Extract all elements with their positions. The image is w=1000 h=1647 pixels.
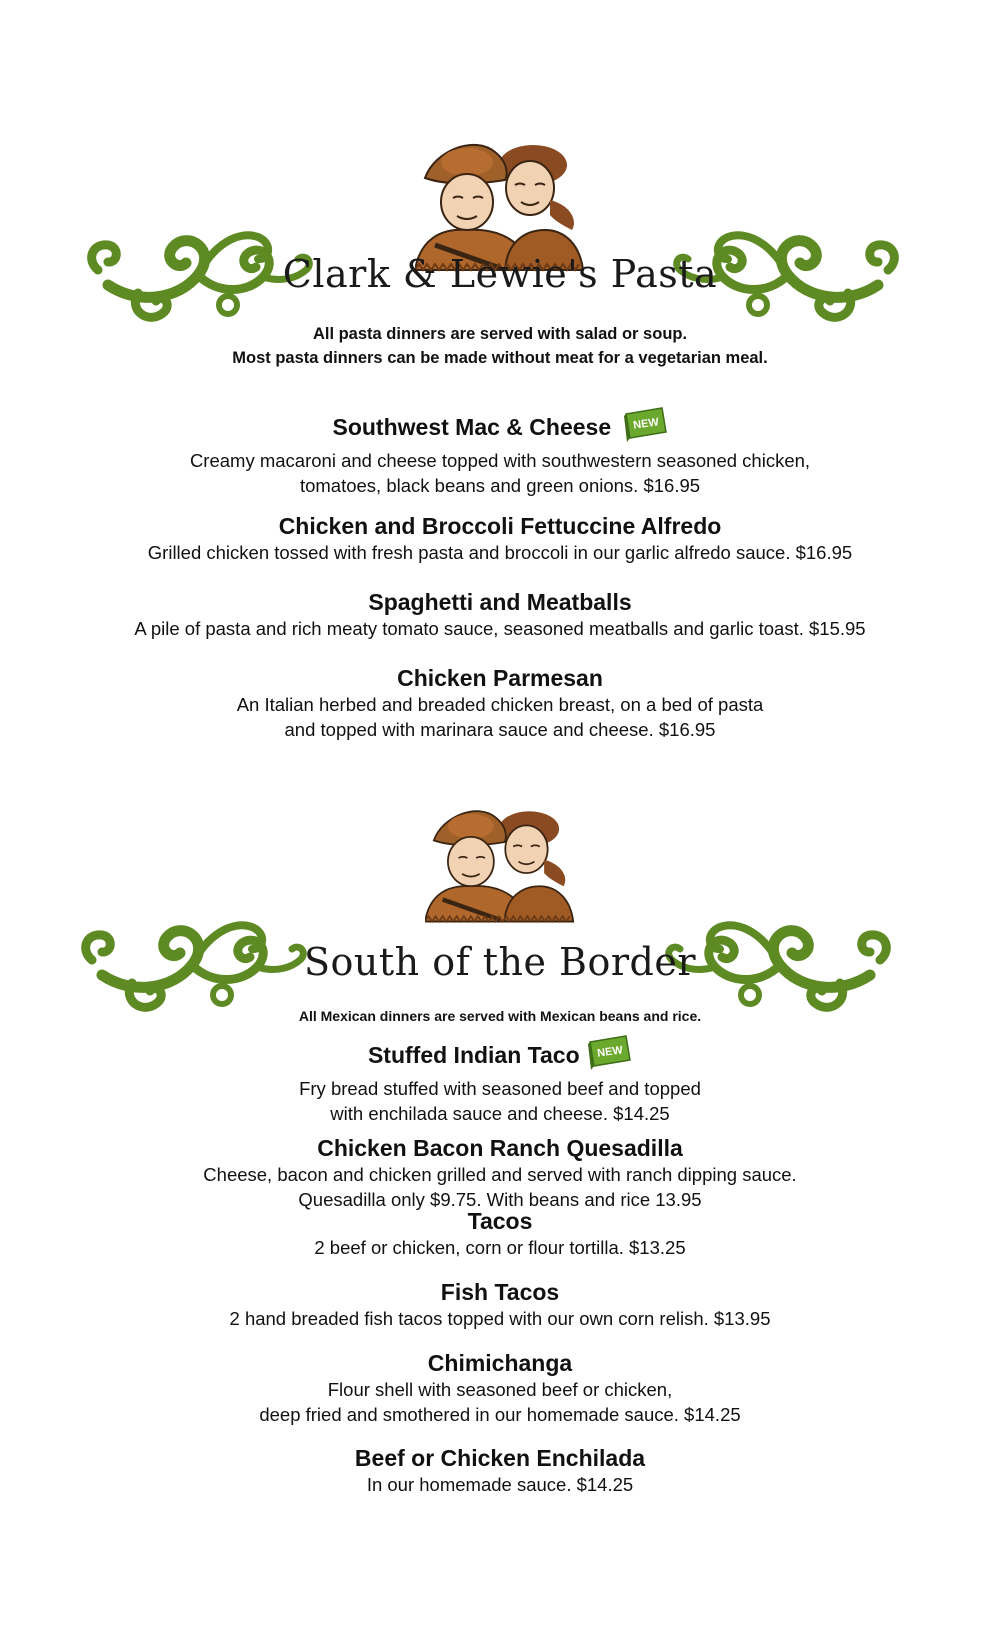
item-description: with enchilada sauce and cheese. $14.25 — [330, 1103, 670, 1124]
new-badge-label: NEW — [596, 1044, 624, 1060]
menu-item-southwest-mac — [0, 410, 1000, 498]
pasta-note-line: All pasta dinners are served with salad or soup. — [312, 325, 688, 343]
menu-item-fettuccine-alfredo — [0, 512, 1000, 565]
menu-item-chimichanga — [0, 1349, 1000, 1427]
border-section-title: South of the Border — [304, 940, 696, 984]
item-description: A pile of pasta and rich meaty tomato sauce, seasoned meatballs and garlic toast. $15.95 — [134, 618, 866, 639]
item-description: tomatoes, black beans and green onions. $16.95 — [299, 475, 701, 496]
new-badge-label: NEW — [631, 416, 660, 432]
item-description: In our homemade sauce. $14.25 — [366, 1474, 634, 1495]
menu-item-stuffed-indian-taco — [0, 1038, 1000, 1126]
border-note-line: All Mexican dinners are served with Mexican beans and rice. — [298, 1008, 702, 1024]
item-description: Flour shell with seasoned beef or chicken, — [327, 1379, 673, 1400]
item-description: 2 beef or chicken, corn or flour tortilla. $13.25 — [314, 1237, 686, 1258]
menu-item-chicken-parmesan — [0, 664, 1000, 742]
item-name: Spaghetti and Meatballs — [368, 589, 632, 615]
item-description: An Italian herbed and breaded chicken breast, on a bed of pasta — [236, 694, 764, 715]
pasta-section — [0, 0, 1000, 780]
item-name: Chicken Parmesan — [397, 665, 603, 691]
item-name: Beef or Chicken Enchilada — [354, 1445, 646, 1471]
item-name: Southwest Mac & Cheese — [332, 414, 612, 441]
menu-item-enchilada — [0, 1444, 1000, 1497]
border-section — [0, 790, 1000, 1647]
item-description: deep fried and smothered in our homemade sauce. $14.25 — [259, 1404, 741, 1425]
item-name: Tacos — [467, 1208, 533, 1234]
item-name: Chicken and Broccoli Fettuccine Alfredo — [278, 513, 722, 539]
new-badge-icon — [588, 1034, 632, 1072]
new-badge-icon — [624, 406, 668, 444]
item-description: Cheese, bacon and chicken grilled and served with ranch dipping sauce. — [203, 1164, 797, 1185]
pasta-note — [0, 322, 1000, 370]
menu-item-quesadilla — [0, 1134, 1000, 1212]
item-name: Fish Tacos — [440, 1279, 560, 1305]
pasta-note-line: Most pasta dinners can be made without meat for a vegetarian meal. — [232, 349, 768, 367]
border-note — [0, 1004, 1000, 1028]
item-name: Stuffed Indian Taco — [367, 1042, 580, 1069]
menu-item-fish-tacos — [0, 1278, 1000, 1331]
item-description: Fry bread stuffed with seasoned beef and topped — [299, 1078, 701, 1099]
item-description: Creamy macaroni and cheese topped with southwestern seasoned chicken, — [189, 450, 811, 471]
item-description: and topped with marinara sauce and cheese. $16.95 — [284, 719, 716, 740]
item-description: Quesadilla only $9.75. With beans and rice 13.95 — [298, 1189, 702, 1210]
item-description: 2 hand breaded fish tacos topped with our own corn relish. $13.95 — [229, 1308, 771, 1329]
pasta-section-title: Clark & Lewie's Pasta — [282, 252, 718, 296]
menu-item-spaghetti-meatballs — [0, 588, 1000, 641]
menu-item-tacos — [0, 1207, 1000, 1260]
item-name: Chicken Bacon Ranch Quesadilla — [317, 1135, 683, 1161]
item-description: Grilled chicken tossed with fresh pasta and broccoli in our garlic alfredo sauce. $16.95 — [147, 542, 853, 563]
item-name: Chimichanga — [427, 1350, 573, 1376]
